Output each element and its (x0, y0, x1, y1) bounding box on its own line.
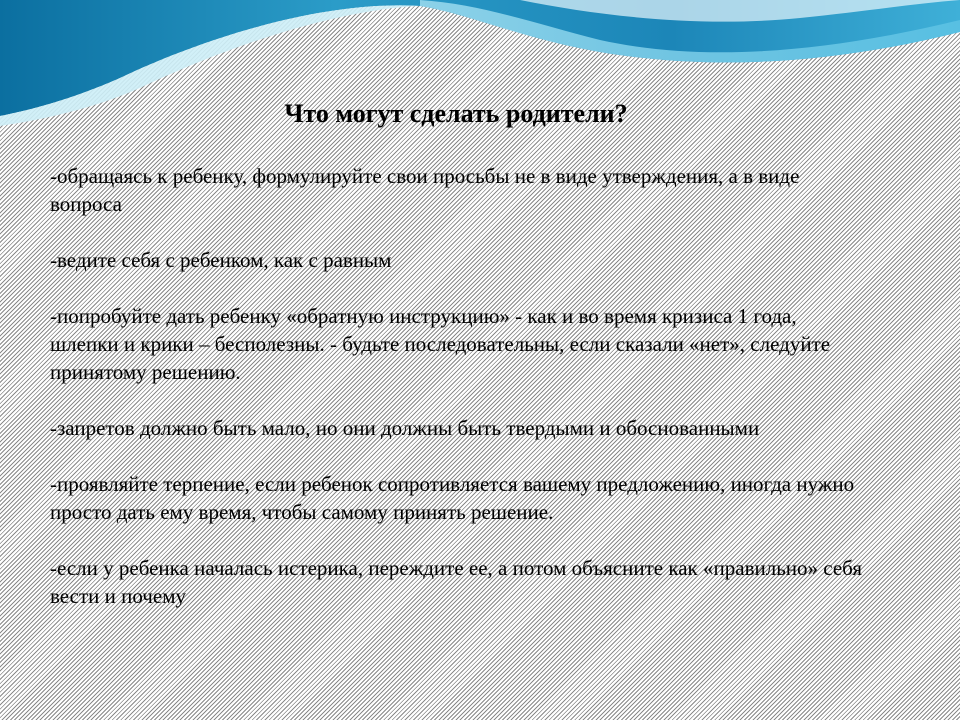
list-item: -запретов должно быть мало, но они должны быть твердыми и обоснованными (50, 416, 760, 440)
slide-body (50, 162, 870, 638)
list-item: -если у ребенка началась истерика, переждите ее, а потом объясните как «правильно» себя вести и почему (50, 556, 862, 608)
slide-title: Что могут сделать родители? (284, 99, 628, 128)
list-item: -ведите себя с ребенком, как с равным (50, 248, 392, 272)
list-item: -обращаясь к ребенку, формулируйте свои просьбы не в виде утверждения, а в виде вопроса (50, 164, 800, 216)
decorative-wave (0, 0, 960, 160)
list-item: -проявляйте терпение, если ребенок сопротивляется вашему предложению, иногда нужно просто дать ему время, чтобы самому принять решение. (50, 472, 855, 524)
list-item: -попробуйте дать ребенку «обратную инструкцию» - как и во время кризиса 1 года, шлепки и крики – бесполезны. - будьте последовательны, если сказали «нет», следуйте принятому решению. (50, 304, 831, 384)
